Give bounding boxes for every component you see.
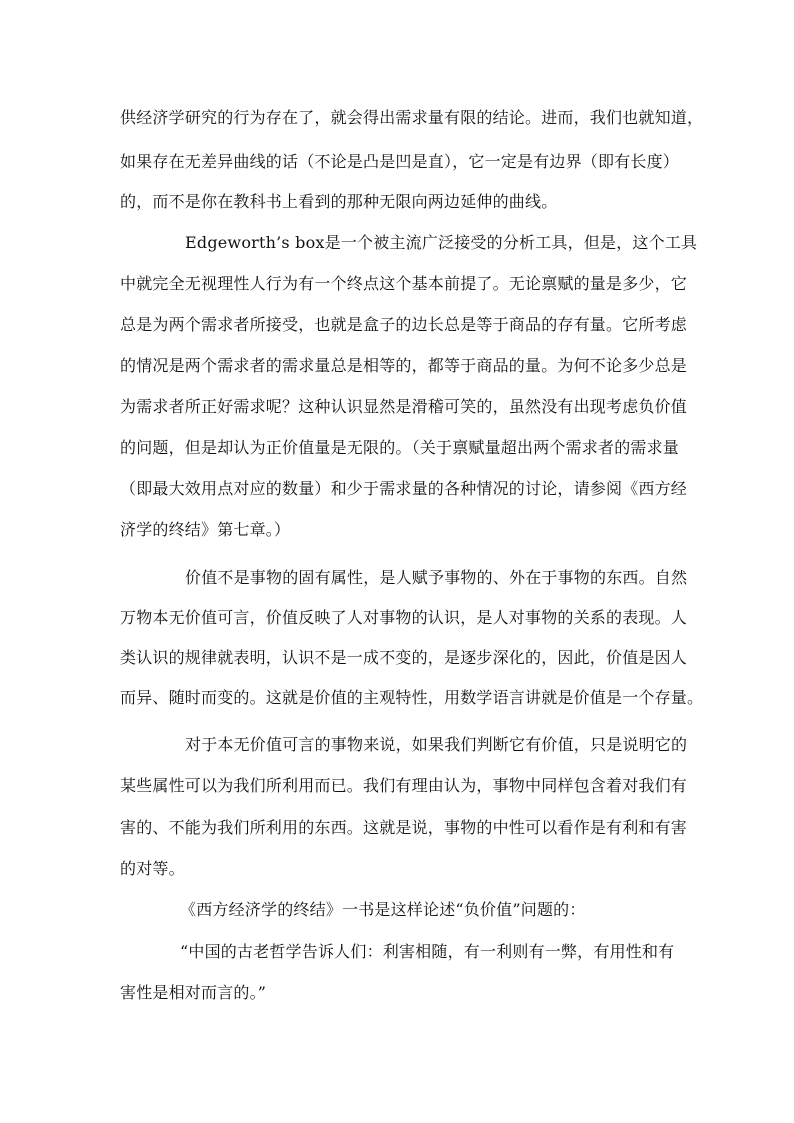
paragraph-2-line-3: 总是为两个需求者所接受，也就是盒子的边长总是等于商品的存有量。它所考虑	[120, 315, 688, 334]
paragraph-2-line-4: 的情况是两个需求者的需求量总是相等的，都等于商品的量。为何不论多少总是	[120, 356, 688, 375]
paragraph-6-line-2: 害性是相对而言的。”	[120, 983, 267, 1002]
paragraph-2-line-6: 的问题，但是却认为正价值量是无限的。（关于禀赋量超出两个需求者的需求量	[120, 438, 680, 457]
paragraph-3-line-3: 类认识的规律就表明，认识不是一成不变的，是逐步深化的，因此，价值是因人	[120, 648, 688, 667]
paragraph-6-line-1: “中国的古老哲学告诉人们：利害相随，有一利则有一弊，有用性和有	[180, 942, 675, 961]
paragraph-4-line-2: 某些属性可以为我们所利用而已。我们有理由认为，事物中同样包含着对我们有	[120, 776, 688, 795]
paragraph-5-line-1: 《西方经济学的终结》一书是这样论述“负价值”问题的：	[180, 900, 586, 919]
paragraph-3-line-4: 而异、随时而变的。这就是价值的主观特性，用数学语言讲就是价值是一个存量。	[120, 688, 704, 707]
paragraph-1-line-1: 供经济学研究的行为存在了，就会得出需求量有限的结论。进而，我们也就知道，	[120, 108, 704, 127]
paragraph-1-line-2: 如果存在无差异曲线的话（不论是凸是凹是直），它一定是有边界（即有长度）	[120, 152, 680, 171]
paragraph-2-line-2: 中就完全无视理性人行为有一个终点这个基本前提了。无论禀赋的量是多少，它	[120, 274, 688, 293]
paragraph-3-line-2: 万物本无价值可言，价值反映了人对事物的认识，是人对事物的关系的表现。人	[120, 608, 688, 627]
paragraph-4-line-3: 害的、不能为我们所利用的东西。这就是说，事物的中性可以看作是有利和有害	[120, 818, 688, 837]
paragraph-2-line-8: 济学的终结》第七章。）	[120, 520, 291, 539]
paragraph-1-line-3: 的，而不是你在教科书上看到的那种无限向两边延伸的曲线。	[120, 192, 558, 211]
paragraph-3-line-1: 价值不是事物的固有属性，是人赋予事物的、外在于事物的东西。自然	[185, 568, 688, 587]
paragraph-2-line-5: 为需求者所正好需求呢？这种认识显然是滑稽可笑的，虽然没有出现考虑负价值	[120, 397, 688, 416]
paragraph-2-line-1: Edgeworth’s box是一个被主流广泛接受的分析工具，但是，这个工具	[185, 233, 698, 252]
paragraph-4-line-4: 的对等。	[120, 859, 185, 878]
paragraph-2-line-7: （即最大效用点对应的数量）和少于需求量的各种情况的讨论，请参阅《西方经	[120, 479, 688, 498]
paragraph-4-line-1: 对于本无价值可言的事物来说，如果我们判断它有价值，只是说明它的	[185, 735, 688, 754]
